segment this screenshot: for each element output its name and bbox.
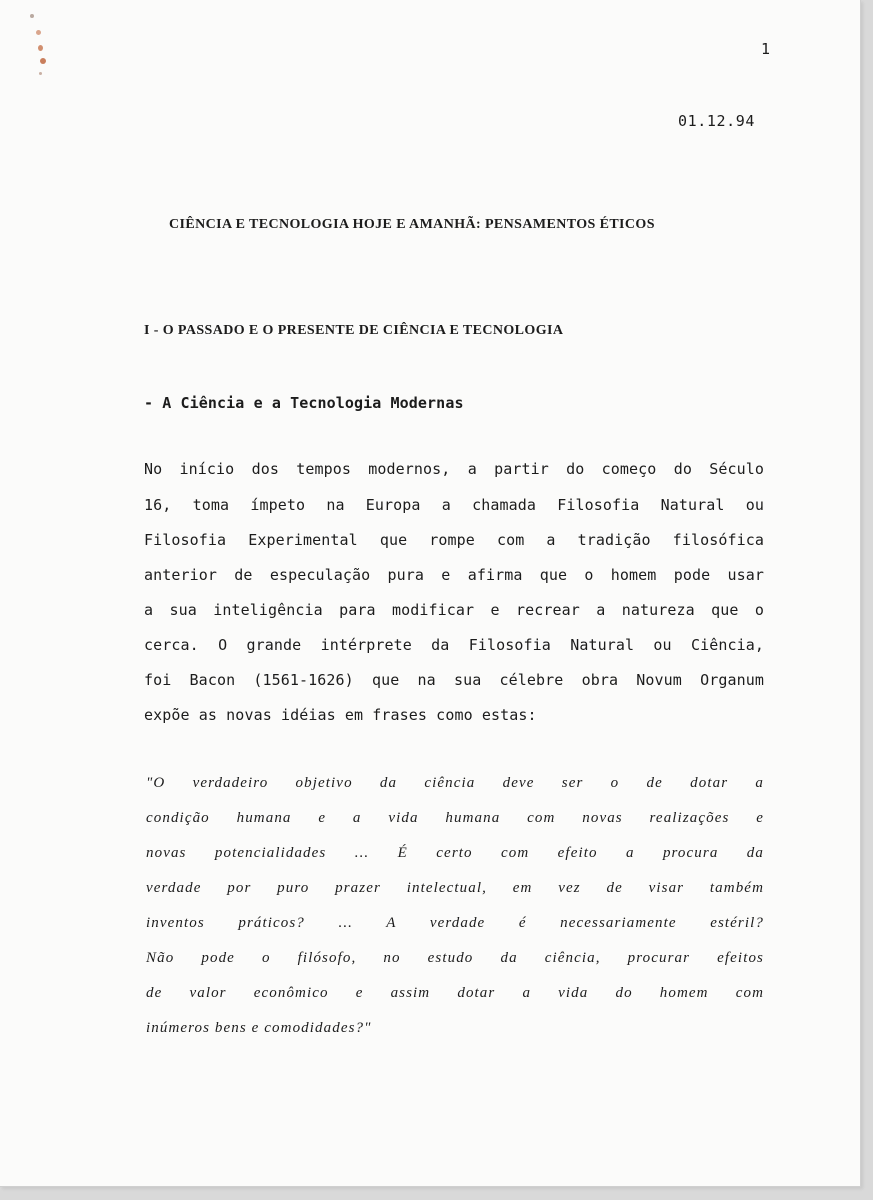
paragraph-line: foi Bacon (1561-1626) que na sua célebre obra Novum Organum xyxy=(144,671,764,689)
rust-stain-mark xyxy=(30,14,34,18)
quote-line: condição humana e a vida humana com novas realizações e xyxy=(146,810,764,826)
rust-stain-mark xyxy=(36,30,41,35)
paragraph-line: anterior de especulação pura e afirma que o homem pode usar xyxy=(144,566,764,584)
quote-line: Não pode o filósofo, no estudo da ciência, procurar efeitos xyxy=(146,950,764,966)
rust-stain-mark xyxy=(38,45,43,51)
quote-line: de valor econômico e assim dotar a vida do homem com xyxy=(146,985,764,1001)
document-date: 01.12.94 xyxy=(678,112,756,130)
paragraph-line: 16, toma ímpeto na Europa a chamada Filosofia Natural ou xyxy=(144,496,764,514)
subsection-heading: - A Ciência e a Tecnologia Modernas xyxy=(144,394,464,412)
quote-line: inúmeros bens e comodidades?" xyxy=(146,1020,372,1036)
quote-line: "O verdadeiro objetivo da ciência deve ser o de dotar a xyxy=(146,775,764,791)
rust-stain-mark xyxy=(39,72,42,75)
document-title: CIÊNCIA E TECNOLOGIA HOJE E AMANHÃ: PENSAMENTOS ÉTICOS xyxy=(169,217,655,232)
page-number: 1 xyxy=(761,40,771,58)
paragraph-line: Filosofia Experimental que rompe com a tradição filosófica xyxy=(144,531,764,549)
paragraph-line: cerca. O grande intérprete da Filosofia Natural ou Ciência, xyxy=(144,636,764,654)
quote-line: novas potencialidades ... É certo com efeito a procura da xyxy=(146,845,764,861)
rust-stain-mark xyxy=(40,58,46,64)
quote-line: inventos práticos? ... A verdade é necessariamente estéril? xyxy=(146,915,764,931)
quote-line: verdade por puro prazer intelectual, em vez de visar também xyxy=(146,880,764,896)
paragraph-line: No início dos tempos modernos, a partir do começo do Século xyxy=(144,460,764,478)
paragraph-line: a sua inteligência para modificar e recrear a natureza que o xyxy=(144,601,764,619)
section-heading: I - O PASSADO E O PRESENTE DE CIÊNCIA E TECNOLOGIA xyxy=(144,323,564,338)
paragraph-line: expõe as novas idéias em frases como estas: xyxy=(144,706,537,724)
